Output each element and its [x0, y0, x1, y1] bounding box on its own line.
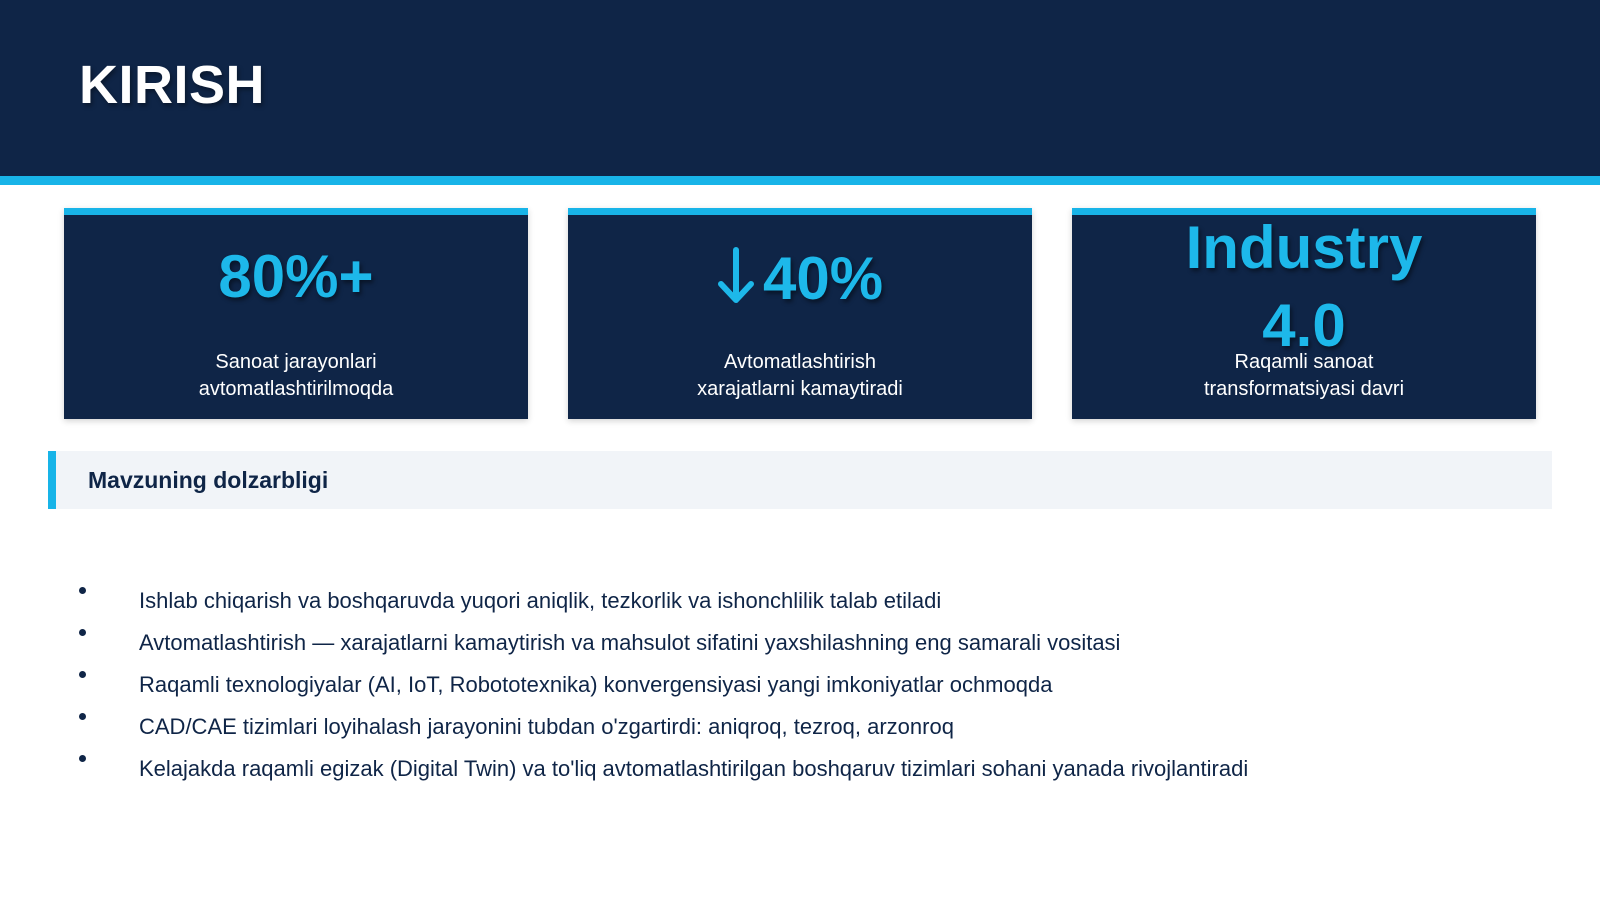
bullet-text: Raqamli texnologiyalar (AI, IoT, Robototexnika) konvergensiyasi yangi imkoniyatlar ochmoqda — [139, 672, 1053, 697]
bullet-dot-icon — [79, 671, 86, 678]
stat-label-line: Raqamli sanoat — [1234, 351, 1374, 373]
stat-value-line: Industry — [1185, 214, 1423, 281]
header-band — [0, 0, 1600, 176]
stat-label-line: avtomatlashtirilmoqda — [198, 378, 394, 400]
bullet-text: Avtomatlashtirish — xarajatlarni kamaytirish va mahsulot sifatini yaxshilashning eng samarali vositasi — [139, 630, 1121, 655]
stat-label — [1072, 349, 1536, 403]
stat-label-line: Sanoat jarayonlari — [215, 351, 377, 373]
header-accent-line — [0, 176, 1600, 185]
bullet-dot-icon — [79, 587, 86, 594]
stat-value-line: 4.0 — [1262, 292, 1346, 359]
bullet-text: Kelajakda raqamli egizak (Digital Twin) va to'liq avtomatlashtirilgan boshqaruv tizimlari sohani yanada rivojlantiradi — [139, 756, 1249, 781]
section-heading-bar — [48, 451, 1552, 509]
stat-card-automation — [64, 208, 528, 419]
stat-label-line: transformatsiyasi davri — [1203, 378, 1405, 400]
bullet-dot-icon — [79, 713, 86, 720]
arrow-down-icon — [717, 247, 755, 309]
bullet-dot-icon — [79, 755, 86, 762]
stat-card-industry — [1072, 208, 1536, 419]
slide-title: KIRISH — [79, 55, 266, 115]
stat-label — [64, 349, 528, 403]
stat-value: 40% — [762, 245, 884, 312]
stat-label-line: xarajatlarni kamaytiradi — [697, 378, 903, 400]
bullet-dot-icon — [79, 629, 86, 636]
bullet-text: Ishlab chiqarish va boshqaruvda yuqori aniqlik, tezkorlik va ishonchlilik talab etiladi — [139, 588, 942, 613]
stat-value-group — [568, 245, 1032, 312]
section-title: Mavzuning dolzarbligi — [88, 467, 329, 493]
stat-label — [568, 349, 1032, 403]
bullet-text: CAD/CAE tizimlari loyihalash jarayonini tubdan o'zgartirdi: aniqroq, tezroq, arzonroq — [139, 714, 954, 739]
stat-label-line: Avtomatlashtirish — [724, 351, 876, 373]
stat-card-cost-reduction — [568, 208, 1032, 419]
stat-value: 80%+ — [218, 243, 374, 310]
stat-value — [1072, 209, 1536, 365]
